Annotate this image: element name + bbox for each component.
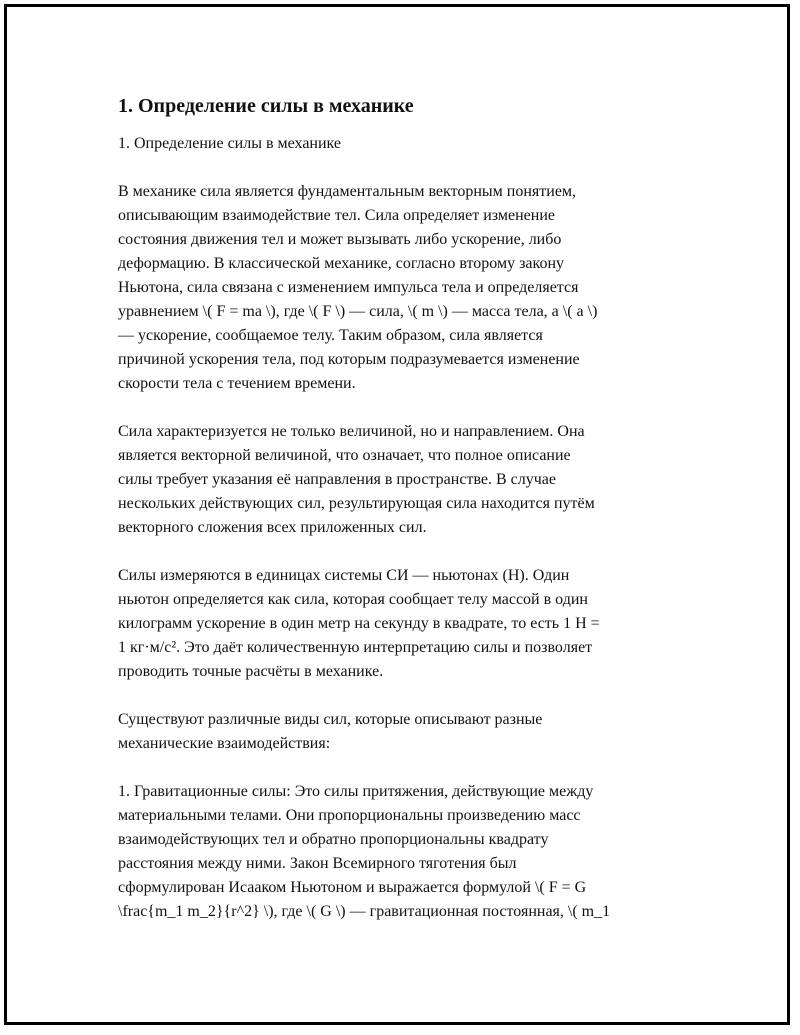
paragraph-line: Существуют различные виды сил, которые описывают разные xyxy=(118,711,543,728)
paragraph-line: описывающим взаимодействие тел. Сила определяет изменение xyxy=(118,207,556,224)
paragraph-line: состояния движения тел и может вызывать либо ускорение, либо xyxy=(118,231,562,248)
paragraph xyxy=(118,564,688,684)
paragraph-line: В механике сила является фундаментальным векторным понятием, xyxy=(118,183,577,200)
paragraph-list xyxy=(118,180,688,924)
paragraph-line: 1. Гравитационные силы: Это силы притяжения, действующие между xyxy=(118,783,594,800)
paragraph-line: проводить точные расчёты в механике. xyxy=(118,663,384,680)
document-heading: 1. Определение силы в механике xyxy=(118,95,414,117)
paragraph-line: механические взаимодействия: xyxy=(118,735,331,752)
paragraph-line: является векторной величиной, что означает, что полное описание xyxy=(118,447,571,464)
paragraph-line: взаимодействующих тел и обратно пропорциональны квадрату xyxy=(118,831,549,848)
paragraph-line: Силы измеряются в единицах системы СИ — ньютонах (Н). Один xyxy=(118,567,570,584)
paragraph xyxy=(118,420,688,540)
paragraph-line: \frac{m_1 m_2}{r^2} \), где \( G \) — гравитационная постоянная, \( m_1 xyxy=(118,903,611,920)
paragraph-line: уравнением \( F = ma \), где \( F \) — сила, \( m \) — масса тела, а \( a \) xyxy=(118,303,598,320)
paragraph-line: Сила характеризуется не только величиной, но и направлением. Она xyxy=(118,423,585,440)
paragraph xyxy=(118,780,688,924)
document-body xyxy=(118,92,688,948)
section-subtitle: 1. Определение силы в механике xyxy=(118,135,342,152)
paragraph-line: силы требует указания её направления в пространстве. В случае xyxy=(118,471,557,488)
paragraph-line: причиной ускорения тела, под которым подразумевается изменение xyxy=(118,351,580,368)
paragraph-line: деформацию. В классической механике, согласно второму закону xyxy=(118,255,565,272)
paragraph-line: сформулирован Исааком Ньютоном и выражается формулой \( F = G xyxy=(118,879,587,896)
paragraph xyxy=(118,708,688,756)
paragraph-line: — ускорение, сообщаемое телу. Таким образом, сила является xyxy=(118,327,543,344)
paragraph-line: нескольких действующих сил, результирующая сила находится путём xyxy=(118,495,595,512)
paragraph-line: векторного сложения всех приложенных сил. xyxy=(118,519,427,536)
paragraph-line: скорости тела с течением времени. xyxy=(118,375,356,392)
paragraph-line: расстояния между ними. Закон Всемирного тяготения был xyxy=(118,855,517,872)
paragraph xyxy=(118,180,688,396)
paragraph-line: материальными телами. Они пропорциональны произведению масс xyxy=(118,807,581,824)
paragraph-line: 1 кг·м/с². Это даёт количественную интерпретацию силы и позволяет xyxy=(118,639,593,656)
paragraph-line: ньютон определяется как сила, которая сообщает телу массой в один xyxy=(118,591,588,608)
paragraph-line: Ньютона, сила связана с изменением импульса тела и определяется xyxy=(118,279,579,296)
paragraph-line: килограмм ускорение в один метр на секунду в квадрате, то есть 1 Н = xyxy=(118,615,600,632)
